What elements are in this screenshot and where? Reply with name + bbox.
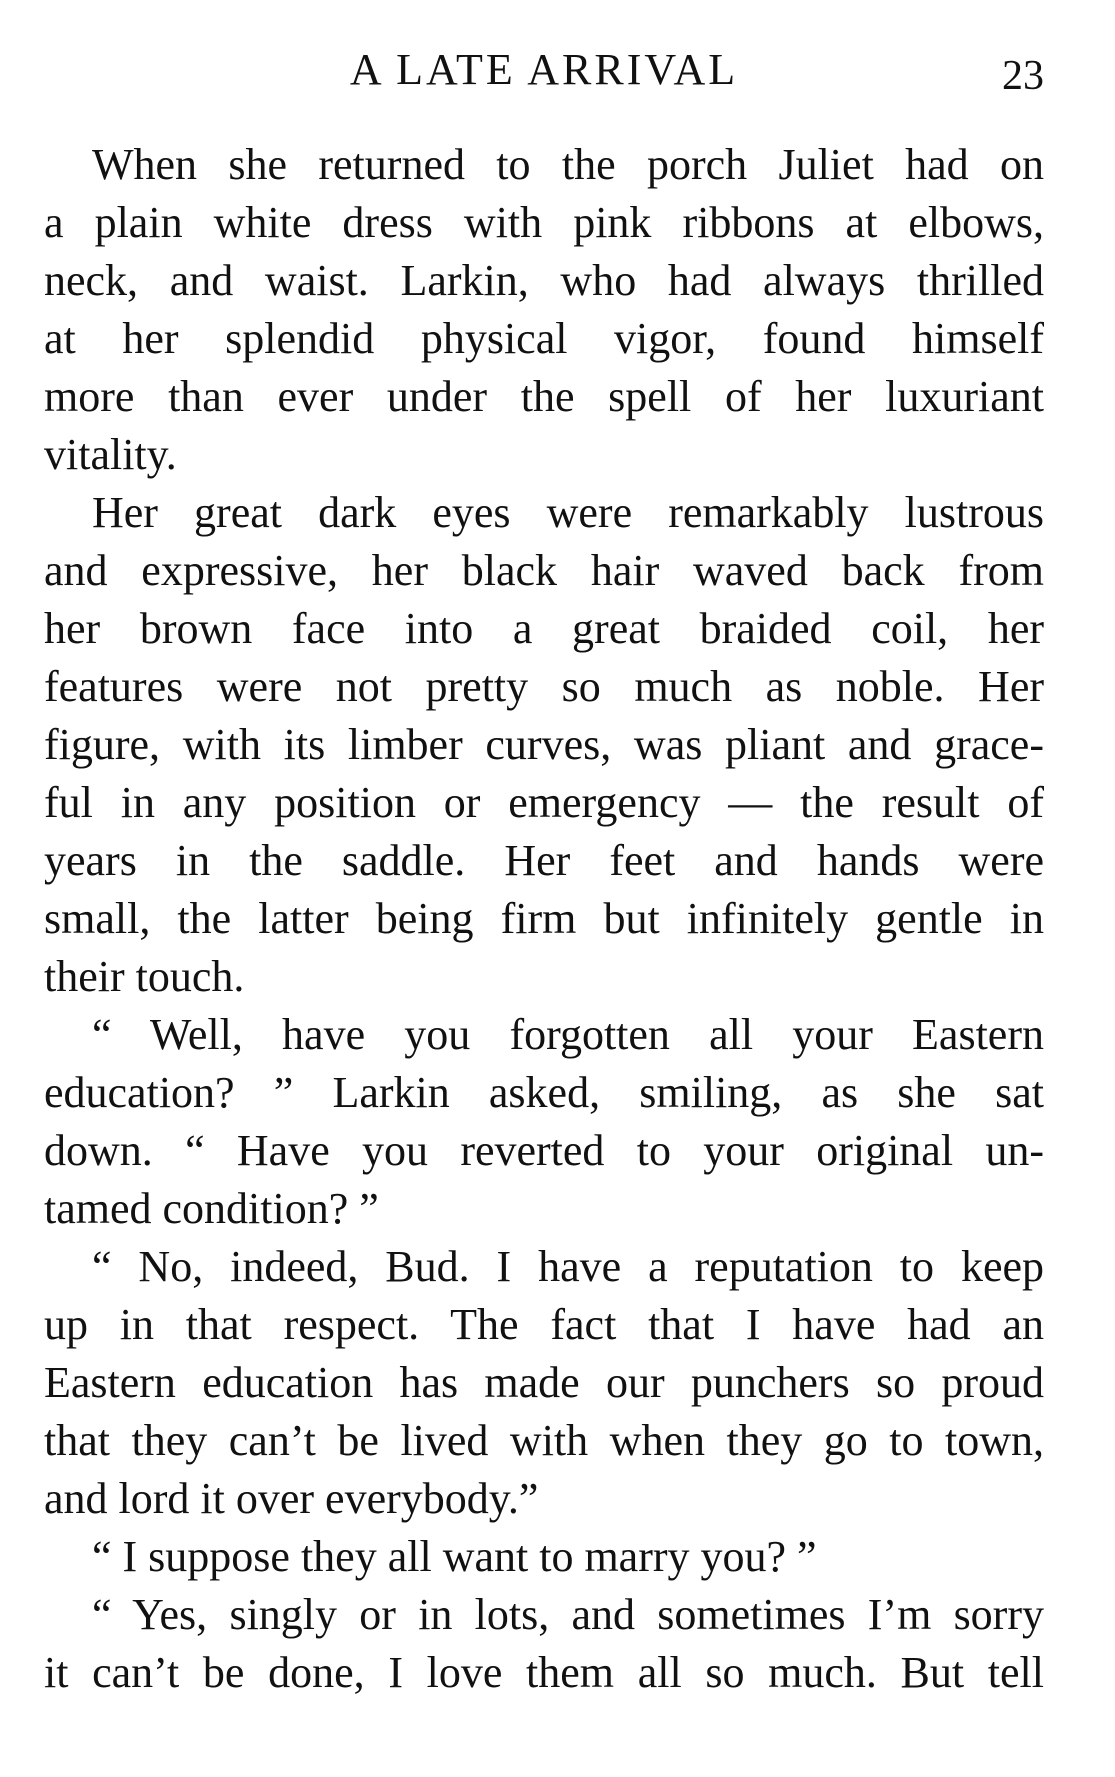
page-number: 23 bbox=[1002, 53, 1044, 99]
text-line: and lord it over everybody.” bbox=[44, 1474, 539, 1523]
text-line: her brown face into a great braided coil, her bbox=[44, 604, 1044, 653]
text-line: their touch. bbox=[44, 952, 245, 1001]
text-line: “ I suppose they all want to marry you? ” bbox=[92, 1532, 817, 1581]
text-line: small, the latter being firm but infinitely gentle in bbox=[44, 894, 1044, 943]
text-line: figure, with its limber curves, was pliant and grace- bbox=[44, 720, 1044, 769]
text-line: more than ever under the spell of her luxuriant bbox=[44, 372, 1044, 421]
text-line: tamed condition? ” bbox=[44, 1184, 379, 1233]
text-line: neck, and waist. Larkin, who had always thrilled bbox=[44, 256, 1044, 305]
chapter-title: A LATE ARRIVAL bbox=[349, 45, 739, 94]
running-head bbox=[44, 40, 1044, 100]
text-line: it can’t be done, I love them all so much. But tell bbox=[44, 1648, 1044, 1697]
body-text bbox=[44, 136, 1044, 1702]
text-line: and expressive, her black hair waved back from bbox=[44, 546, 1044, 595]
text-line: “ No, indeed, Bud. I have a reputation to keep bbox=[92, 1242, 1044, 1291]
text-line: Her great dark eyes were remarkably lustrous bbox=[92, 488, 1044, 537]
text-line: When she returned to the porch Juliet had on bbox=[92, 140, 1044, 189]
text-line: down. “ Have you reverted to your original un- bbox=[44, 1126, 1044, 1175]
text-line: ful in any position or emergency — the result of bbox=[44, 778, 1044, 827]
text-line: “ Well, have you forgotten all your Eastern bbox=[92, 1010, 1044, 1059]
text-line: a plain white dress with pink ribbons at elbows, bbox=[44, 198, 1044, 247]
text-line: up in that respect. The fact that I have had an bbox=[44, 1300, 1044, 1349]
text-line: “ Yes, singly or in lots, and sometimes I’m sorry bbox=[92, 1590, 1044, 1639]
text-line: years in the saddle. Her feet and hands were bbox=[44, 836, 1044, 885]
text-line: education? ” Larkin asked, smiling, as she sat bbox=[44, 1068, 1044, 1117]
text-line: features were not pretty so much as noble. Her bbox=[44, 662, 1044, 711]
text-line: at her splendid physical vigor, found himself bbox=[44, 314, 1044, 363]
text-line: Eastern education has made our punchers so proud bbox=[44, 1358, 1044, 1407]
text-line: that they can’t be lived with when they go to town, bbox=[44, 1416, 1044, 1465]
text-line: vitality. bbox=[44, 430, 177, 479]
